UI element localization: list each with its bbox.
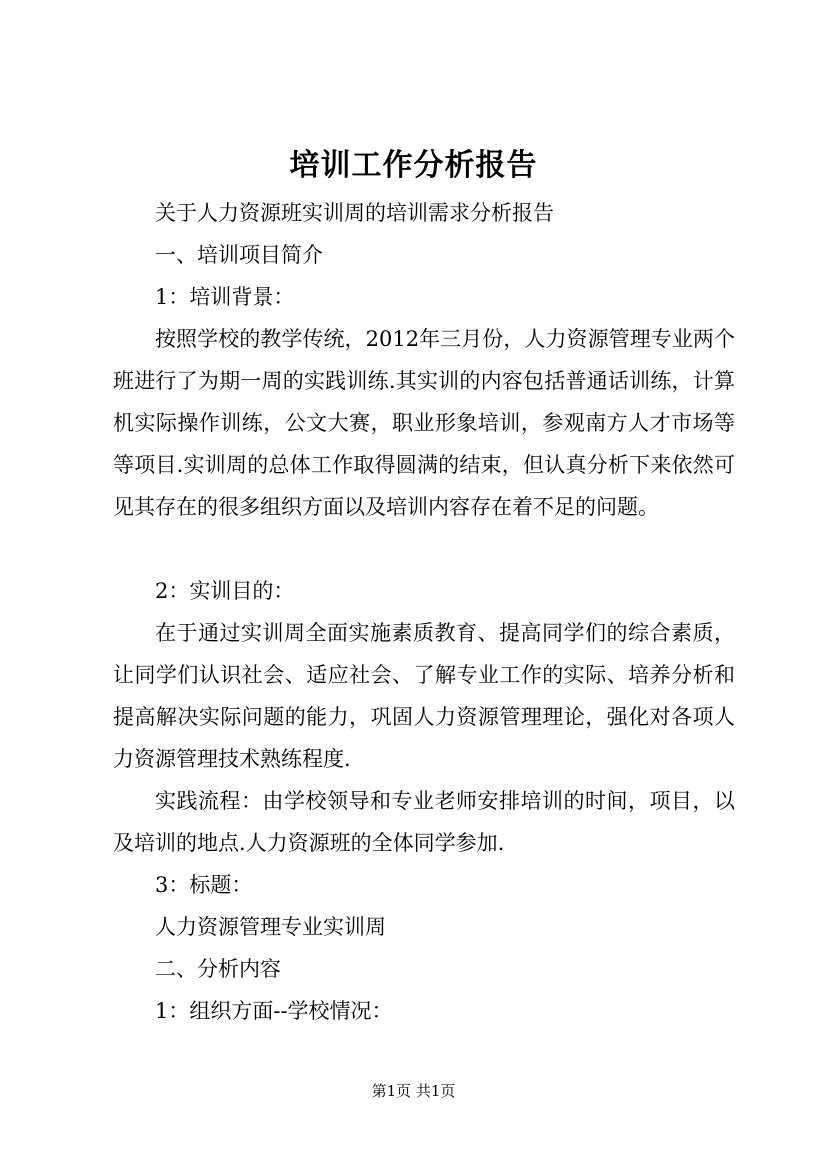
item-heading-purpose: 2：实训目的： (155, 579, 295, 603)
item-heading-title: 3：标题： (155, 873, 253, 897)
purpose-paragraph: 在于通过实训周全面实施素质教育、提高同学们的综合素质，让同学们认识社会、适应社会、了解专业工作的实际、培养分析和提高解决实际问题的能力，巩固人力资源管理理论，强化对各项人力资源管理技术熟练程度. (113, 621, 735, 771)
background-paragraph: 按照学校的教学传统，2012年三月份，人力资源管理专业两个班进行了为期一周的实践训练.其实训的内容包括普通话训练，计算机实际操作训练，公文大赛，职业形象培训，参观南方人才市场等等项目.实训周的总体工作取得圆满的结束，但认真分析下来依然可见其存在的很多组织方面以及培训内容存在着不足的问题。 (113, 327, 735, 519)
report-subtitle: 关于人力资源班实训周的培训需求分析报告 (155, 201, 554, 225)
document-title: 培训工作分析报告 (289, 148, 538, 183)
item-title-value: 人力资源管理专业实训周 (155, 915, 386, 939)
section-heading-2: 二、分析内容 (155, 957, 281, 981)
section2-item-organization: 1：组织方面--学校情况： (155, 999, 393, 1023)
item-heading-background: 1：培训背景： (155, 285, 295, 309)
section-heading-1: 一、培训项目简介 (155, 243, 323, 267)
process-paragraph: 实践流程：由学校领导和专业老师安排培训的时间，项目，以及培训的地点.人力资源班的全体同学参加. (113, 789, 735, 855)
page-number-footer: 第1页 共1页 (371, 1082, 456, 1100)
